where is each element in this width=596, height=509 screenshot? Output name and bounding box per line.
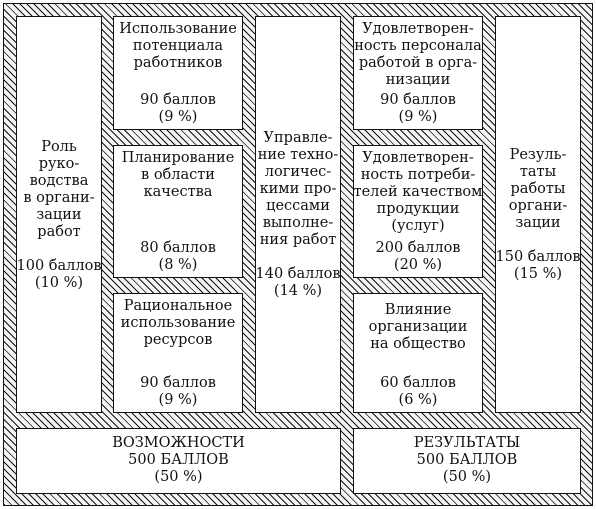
society-impact-points: 60 баллов (6 %) [380, 375, 456, 408]
results-percent: (50 %) [442, 469, 492, 485]
staff-potential-box [113, 16, 243, 130]
opportunities-title: ВОЗМОЖНОСТИ [112, 435, 245, 451]
opportunities-total-box [16, 428, 341, 494]
resources-box [113, 293, 243, 413]
business-results-title: Резуль- таты работы органи- зации [508, 147, 568, 231]
staff-satisfaction-points: 90 баллов (9 %) [380, 92, 456, 125]
staff-satisfaction-box [353, 16, 483, 130]
society-impact-box [353, 293, 483, 413]
quality-planning-points: 80 баллов (8 %) [140, 240, 216, 273]
process-management-title: Управле- ние техно- логичес- кими про- цессами выполне- ния работ [257, 130, 339, 248]
customer-satisfaction-title: Удовлетворен- ность потреби- телей качеством продукции (услуг) [353, 150, 483, 234]
society-impact-title: Влияние организации на общество [368, 302, 468, 352]
results-title: РЕЗУЛЬТАТЫ [413, 435, 521, 451]
quality-planning-box [113, 145, 243, 278]
leadership-box [16, 16, 102, 413]
leadership-points: 100 баллов (10 %) [16, 257, 102, 291]
opportunities-percent: (50 %) [154, 469, 203, 485]
business-results-box [495, 16, 581, 413]
staff-potential-points: 90 баллов (9 %) [140, 92, 216, 125]
customer-satisfaction-points: 200 баллов (20 %) [375, 240, 461, 273]
business-results-points: 150 баллов (15 %) [495, 249, 581, 282]
resources-points: 90 баллов (9 %) [140, 375, 216, 408]
resources-title: Рациональное использование ресурсов [120, 298, 236, 348]
results-total-box [353, 428, 581, 494]
process-management-points: 140 баллов (14 %) [255, 266, 341, 299]
staff-satisfaction-title: Удовлетворен- ность персонала работой в орга- низации [354, 21, 482, 88]
leadership-title: Роль руко- водства в органи- зации работ [23, 138, 95, 240]
process-management-box [255, 16, 341, 413]
results-points: 500 БАЛЛОВ [416, 452, 518, 468]
quality-planning-title: Планирование в области качества [121, 150, 235, 200]
opportunities-points: 500 БАЛЛОВ [128, 452, 229, 468]
customer-satisfaction-box [353, 145, 483, 278]
staff-potential-title: Использование потенциала работников [119, 21, 237, 71]
